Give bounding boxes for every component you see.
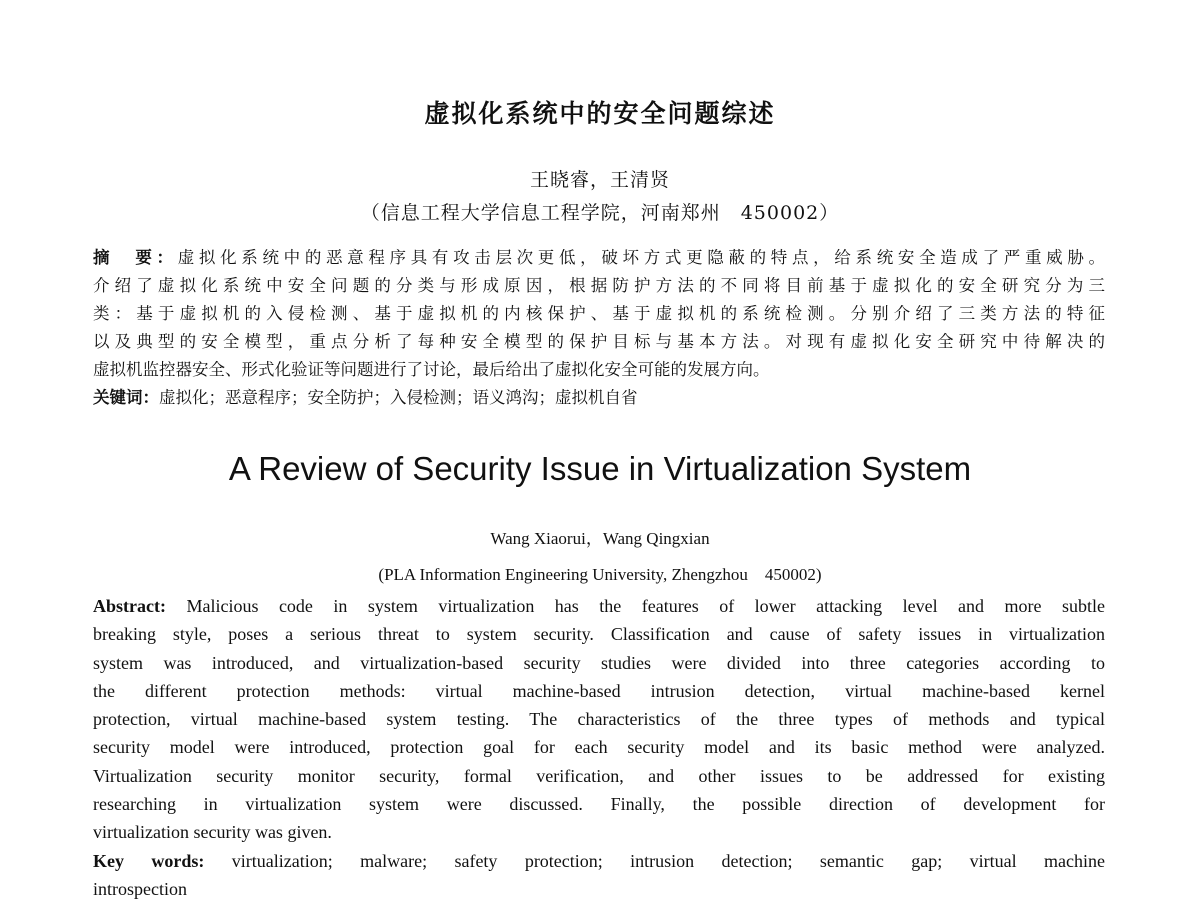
keywords-text-en: introspection (93, 878, 187, 899)
keywords-label-en: Key words: (93, 850, 205, 871)
abstract-line: virtualization security was given. (93, 822, 332, 843)
abstract-label-en: Abstract: (93, 596, 166, 616)
abstract-line: 以及典型的安全模型，重点分析了每种安全模型的保护目标与基本方法。对现有虚拟化安全研究中待解决的 (93, 332, 1105, 351)
abstract-line: protection, virtual machine-based system testing. The characteristics of the three types of methods and typical (93, 709, 1105, 730)
abstract-label-cn: 摘 要： (93, 248, 178, 267)
abstract-line: 类：基于虚拟机的入侵检测、基于虚拟机的内核保护、基于虚拟机的系统检测。分别介绍了三类方法的特征 (93, 304, 1105, 323)
chinese-affiliation: （信息工程大学信息工程学院，河南郑州 450002） (360, 202, 840, 224)
abstract-line: security model were introduced, protection goal for each security model and its basic method were analyzed. (93, 737, 1105, 758)
abstract-line: Malicious code in system virtualization has the features of lower attacking level and more subtle (165, 596, 1105, 616)
english-abstract (93, 592, 1105, 903)
english-authors: Wang Xiaorui，Wang Qingxian (490, 529, 710, 548)
abstract-line: breaking style, poses a serious threat to system security. Classification and cause of safety issues in virtualization (93, 624, 1105, 645)
chinese-abstract (93, 244, 1105, 412)
abstract-line: 虚拟化系统中的恶意程序具有攻击层次更低，破坏方式更隐蔽的特点，给系统安全造成了严重威胁。 (177, 248, 1105, 267)
keywords-text-cn: 虚拟化；恶意程序；安全防护；入侵检测；语义鸿沟；虚拟机自省 (159, 388, 638, 407)
english-affiliation: (PLA Information Engineering University, Zhengzhou 450002) (378, 565, 822, 584)
chinese-authors: 王晓睿，王清贤 (529, 169, 670, 191)
abstract-line: 虚拟机监控器安全、形式化验证等问题进行了讨论，最后给出了虚拟化安全可能的发展方向。 (93, 360, 770, 379)
keywords-cn (93, 384, 1105, 412)
keywords-text-en: virtualization; malware; safety protection; intrusion detection; semantic gap; virtual machine (204, 850, 1105, 871)
abstract-line: researching in virtualization system were discussed. Finally, the possible direction of development for (93, 794, 1105, 815)
abstract-line: 介绍了虚拟化系统中安全问题的分类与形成原因，根据防护方法的不同将目前基于虚拟化的安全研究分为三 (93, 276, 1105, 295)
abstract-line: system was introduced, and virtualization-based security studies were divided into three categories according to (93, 652, 1105, 673)
english-title: A Review of Security Issue in Virtualization System (228, 450, 972, 487)
keywords-label-cn: 关键词： (93, 388, 159, 407)
chinese-title: 虚拟化系统中的安全问题综述 (424, 99, 776, 128)
abstract-line: Virtualization security monitor security, formal verification, and other issues to be addressed for existing (93, 765, 1105, 786)
abstract-line: the different protection methods: virtual machine-based intrusion detection, virtual machine-based kernel (93, 680, 1105, 701)
